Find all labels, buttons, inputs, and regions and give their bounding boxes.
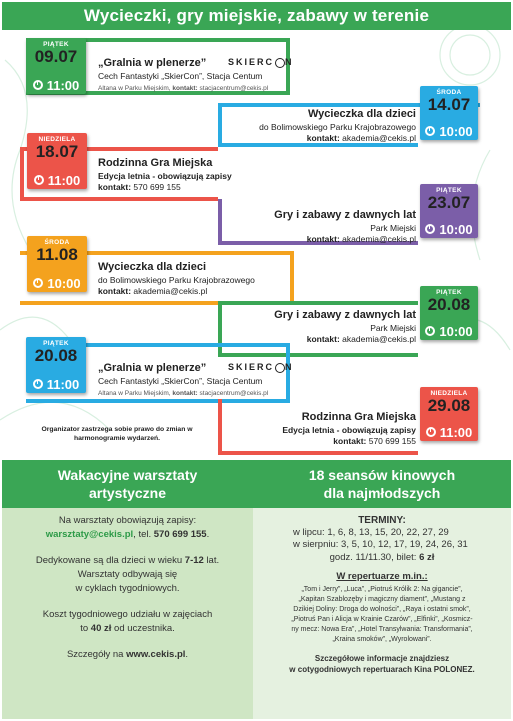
punct: . <box>206 529 210 540</box>
time-label: 11:00 <box>46 77 80 93</box>
clock-icon <box>33 278 43 288</box>
cost-price: 40 zł <box>90 623 112 634</box>
event-subtitle: Edycja letnia - obowiązują zapisy <box>282 424 416 435</box>
cinema-name: POLONEZ <box>433 665 473 674</box>
event-contact <box>98 182 298 193</box>
event-title: Wycieczka dla dzieci <box>307 108 416 120</box>
event-contact <box>218 234 416 245</box>
date-label: 23.07 <box>427 193 471 212</box>
clock-icon <box>425 326 435 336</box>
day-label: ŚRODA <box>436 89 462 96</box>
movie-line: „Kraina smoków”, „Wyrolowani”. <box>332 636 432 643</box>
cinema-title <box>253 460 511 508</box>
cinema-title-line1: 18 seansów kinowych <box>308 467 456 483</box>
info-line <box>253 664 511 675</box>
date-badge <box>420 286 478 340</box>
event-title: Gry i zabawy z dawnych lat <box>274 209 416 221</box>
cycle-text: Warsztaty odbywają się <box>77 569 178 580</box>
event-title: Gry i zabawy z dawnych lat <box>274 309 416 321</box>
punct: . <box>185 649 189 660</box>
age-unit: lat. <box>203 555 220 566</box>
event-contact <box>98 85 298 94</box>
event-subtitle: Cech Fantastyki „SkierCon”, Stacja Centum <box>98 375 263 386</box>
cinema-title-line2: dla najmłodszych <box>323 485 441 501</box>
day-label: PIĄTEK <box>43 340 69 347</box>
workshops-title-line1: Wakacyjne warsztaty <box>57 467 198 483</box>
time-label: 10:00 <box>47 275 81 291</box>
event-subtitle: do Bolimowskiego Parku Krajobrazowego <box>98 274 255 285</box>
august-dates <box>253 539 511 551</box>
workshops-cost <box>2 608 253 636</box>
ticket-price: 6 zł <box>419 552 435 563</box>
details-text: Szczegóły na <box>66 649 127 660</box>
date-label: 29.08 <box>427 396 471 415</box>
july-label: w lipcu: <box>293 527 325 538</box>
event-subtitle: do Bolimowskiego Parku Krajobrazowego <box>259 121 416 132</box>
repertoire-label: W repertuarze m.in.: <box>336 571 428 582</box>
movie-list <box>253 585 511 645</box>
movie-line: „Kapitan Szablozęby i magiczny diament”, „Mustang z <box>298 596 466 603</box>
event-details <box>98 260 298 298</box>
contact-label: kontakt: <box>306 334 340 345</box>
time-label: 10:00 <box>439 123 473 139</box>
contact-label: kontakt: <box>172 390 198 398</box>
time-row <box>420 322 478 340</box>
contact-value: 570 699 155 <box>131 182 181 193</box>
contact-value: akademia@cekis.pl <box>339 133 416 144</box>
workshops-title <box>2 460 253 508</box>
aug-values: 3, 5, 10, 12, 17, 19, 24, 26, 31 <box>338 539 468 550</box>
date-label: 11.08 <box>36 245 78 264</box>
date-badge <box>26 337 86 393</box>
contact-value: stacjacentrum@cekis.pl <box>197 390 269 398</box>
time-label: 10:00 <box>439 323 473 339</box>
event-contact <box>98 286 298 297</box>
info-text: w cotygodniowych repertuarach Kina <box>289 665 434 674</box>
contact-value: akademia@cekis.pl <box>339 334 416 345</box>
clock-icon <box>425 126 435 136</box>
contact-label: kontakt: <box>333 436 367 447</box>
signup-text: Na warsztaty obowiązują zapisy: <box>58 515 197 526</box>
time-label: 11:00 <box>47 172 81 188</box>
event-contact <box>218 133 416 144</box>
contact-label: kontakt: <box>306 133 340 144</box>
event-subtitle: Park Miejski <box>370 222 416 233</box>
contact-value: akademia@cekis.pl <box>131 286 208 297</box>
date-label: 20.08 <box>34 346 78 365</box>
date-label: 18.07 <box>35 142 79 161</box>
date-label: 09.07 <box>34 47 78 66</box>
time-row <box>420 122 478 140</box>
punct: . <box>472 665 475 674</box>
contact-prefix: Altana w Parku Miejskim, <box>98 85 173 93</box>
skiercon-logo <box>228 362 294 373</box>
movie-line: „Piotruś Pan i Alicja w Krainie Czarów”, „Elfinki”, „Kosmicz- <box>291 616 473 623</box>
age-text: Dedykowane są dla dzieci w wieku <box>35 555 185 566</box>
cost-prefix: to <box>80 623 91 634</box>
logo-text: SKIERC <box>228 362 275 372</box>
contact-label: kontakt: <box>172 85 198 93</box>
age-range: 7-12 <box>184 555 204 566</box>
workshops-details <box>2 648 253 662</box>
time-row <box>420 220 478 238</box>
event-subtitle: Park Miejski <box>370 322 416 333</box>
event-contact <box>218 436 416 447</box>
event-details <box>98 156 298 194</box>
date-label: 14.07 <box>427 95 471 114</box>
day-label: PIĄTEK <box>436 289 462 296</box>
movie-line: „Tom i Jerry”, „Luca”, „Piotruś Królik 2: Na gigancie”, <box>301 586 463 593</box>
cost-text: Koszt tygodniowego udziału w zajęciach <box>42 609 213 620</box>
cinema-body <box>253 510 511 675</box>
clock-icon <box>34 175 44 185</box>
time-row <box>420 423 478 441</box>
connector-line <box>218 451 418 455</box>
workshops-signup <box>2 514 253 542</box>
time-label: 11:00 <box>439 424 473 440</box>
time-label: 10:00 <box>439 221 473 237</box>
time-row <box>26 375 86 393</box>
event-title: Wycieczka dla dzieci <box>98 261 207 273</box>
event-title: Rodzinna Gra Miejska <box>301 411 416 423</box>
date-badge <box>420 86 478 140</box>
contact-label: kontakt: <box>306 234 340 245</box>
contact-prefix: Altana w Parku Miejskim, <box>98 390 173 398</box>
connector-line <box>218 301 418 305</box>
skiercon-logo <box>228 57 294 68</box>
logo-text-end: N <box>285 57 294 67</box>
cycle-text-2: w cyklach tygodniowych. <box>75 583 180 594</box>
contact-label: kontakt: <box>98 182 132 193</box>
time-row <box>27 274 87 292</box>
cinema-panel <box>253 460 511 719</box>
connector-line <box>26 399 290 403</box>
terms-label: TERMINY: <box>358 515 406 526</box>
workshops-panel <box>2 460 253 719</box>
info-line: Szczegółowe informacje znajdziesz <box>314 654 450 663</box>
clock-icon <box>426 427 436 437</box>
workshops-phone: 570 699 155 <box>151 529 207 540</box>
event-details <box>218 208 416 246</box>
organizer-note: Organizator zastrzega sobie prawo do zmian w harmonogramie wydarzeń. <box>41 426 193 442</box>
date-badge <box>27 133 87 189</box>
time-row <box>26 76 86 94</box>
cinema-time <box>253 551 511 564</box>
connector-line <box>20 147 24 201</box>
date-label: 20.08 <box>427 295 471 314</box>
event-subtitle: Edycja letnia - obowiązują zapisy <box>98 170 232 181</box>
event-title: „Gralnia w plenerze” <box>98 57 207 69</box>
contact-value: stacjacentrum@cekis.pl <box>197 85 269 93</box>
time-row <box>27 171 87 189</box>
workshops-email-link[interactable]: warsztaty@cekis.pl <box>45 529 134 540</box>
july-dates <box>253 527 511 539</box>
date-badge <box>420 387 478 441</box>
logo-text: SKIERC <box>228 57 275 67</box>
contact-label: kontakt: <box>98 286 132 297</box>
connector-line <box>20 197 218 201</box>
event-contact <box>218 334 416 345</box>
day-label: ŚRODA <box>44 239 70 246</box>
day-label: NIEDZIELA <box>38 136 76 143</box>
movie-line: ny mecz: Nowa Era”, „Hotel Transylwania: Transformania”, <box>291 626 473 633</box>
workshops-title-line2: artystyczne <box>88 485 167 501</box>
date-badge <box>27 236 87 292</box>
contact-value: 570 699 155 <box>366 436 416 447</box>
event-title: „Gralnia w plenerze” <box>98 362 207 374</box>
clock-icon <box>33 379 43 389</box>
time-label: 11:00 <box>46 376 80 392</box>
time-text: godz. 11/11.30, bilet: <box>329 552 420 563</box>
july-values: 1, 6, 8, 13, 15, 20, 22, 27, 29 <box>324 527 449 538</box>
page-title: Wycieczki, gry miejskie, zabawy w terenie <box>2 2 511 30</box>
cinema-info <box>253 653 511 675</box>
workshops-body <box>2 514 253 668</box>
event-details <box>218 308 416 346</box>
day-label: PIĄTEK <box>436 187 462 194</box>
connector-line <box>218 353 418 357</box>
tel-label: , tel. <box>133 529 152 540</box>
clock-icon <box>425 224 435 234</box>
event-subtitle: Cech Fantastyki „SkierCon”, Stacja Centum <box>98 70 263 81</box>
workshops-age <box>2 554 253 596</box>
date-badge <box>420 184 478 238</box>
event-details <box>218 410 416 448</box>
aug-label: w sierpniu: <box>293 539 339 550</box>
day-label: NIEDZIELA <box>430 390 468 397</box>
website-link[interactable]: www.cekis.pl <box>126 649 186 660</box>
cost-suffix: od uczestnika. <box>111 623 175 634</box>
clock-icon <box>33 80 43 90</box>
contact-value: akademia@cekis.pl <box>339 234 416 245</box>
event-contact <box>98 390 298 399</box>
event-title: Rodzinna Gra Miejska <box>98 157 213 169</box>
movie-line: Dzikiej Doliny: Droga do wolności”, „Raya i ostatni smok”, <box>293 606 471 613</box>
logo-text-end: N <box>285 362 294 372</box>
day-label: PIĄTEK <box>43 41 69 48</box>
event-details <box>218 107 416 145</box>
date-badge <box>26 38 86 94</box>
